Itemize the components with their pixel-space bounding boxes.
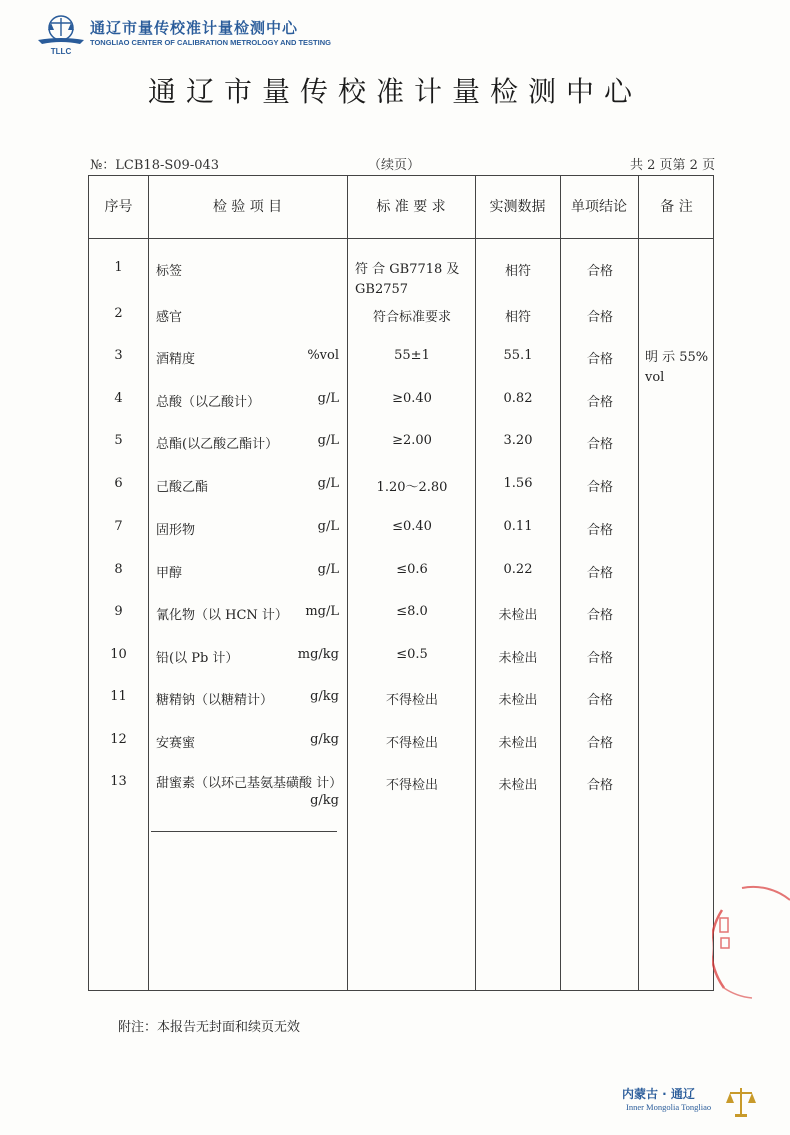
table-row bbox=[89, 348, 713, 388]
row-item: 甲醇 bbox=[156, 566, 183, 581]
row-item: 总酸（以乙酸计） bbox=[156, 395, 261, 410]
header-standard: 标 准 要 求 bbox=[376, 199, 446, 215]
row-conclusion: 合格 bbox=[586, 608, 613, 623]
table-row bbox=[89, 689, 713, 729]
row-conclusion: 合格 bbox=[586, 480, 613, 495]
table-row bbox=[89, 774, 713, 814]
row-standard: 不得检出 bbox=[385, 778, 438, 793]
row-measured: 相符 bbox=[504, 310, 531, 325]
row-conclusion: 合格 bbox=[586, 778, 613, 793]
row-measured: 相符 bbox=[504, 264, 531, 279]
row-measured: 未检出 bbox=[498, 693, 538, 708]
row-item: 甜蜜素（以环己基氨基磺酸 计） bbox=[156, 776, 343, 791]
row-number: 5 bbox=[114, 433, 123, 448]
table-row bbox=[89, 562, 713, 602]
row-standard: 不得检出 bbox=[385, 736, 438, 751]
logo-name-en: TONGLIAO CENTER OF CALIBRATION METROLOGY AND TESTING bbox=[90, 38, 331, 47]
table-row bbox=[89, 732, 713, 772]
row-standard: 符合标准要求 bbox=[372, 310, 451, 325]
row-conclusion: 合格 bbox=[586, 693, 613, 708]
row-unit: g/L bbox=[317, 562, 339, 577]
row-unit: mg/L bbox=[305, 604, 339, 619]
continuation-label: （续页） bbox=[368, 158, 421, 173]
row-item: 糖精钠（以糖精计） bbox=[156, 693, 274, 708]
header-conclusion: 单项结论 bbox=[571, 199, 627, 215]
row-conclusion: 合格 bbox=[586, 523, 613, 538]
row-number: 10 bbox=[110, 647, 127, 662]
table-row bbox=[89, 391, 713, 431]
row-number: 11 bbox=[110, 689, 127, 704]
table-row bbox=[89, 306, 713, 346]
row-number: 12 bbox=[110, 732, 127, 747]
row-conclusion: 合格 bbox=[586, 264, 613, 279]
row-unit: g/L bbox=[317, 519, 339, 534]
row-number: 13 bbox=[110, 774, 127, 789]
row-standard: 不得检出 bbox=[385, 693, 438, 708]
row-number: 4 bbox=[114, 391, 123, 406]
row-item: 酒精度 bbox=[156, 352, 196, 367]
row-item: 氰化物（以 HCN 计） bbox=[156, 608, 288, 623]
table-row bbox=[89, 519, 713, 559]
item-underline bbox=[151, 831, 337, 832]
row-unit: g/kg bbox=[310, 732, 339, 747]
tllc-logo-icon bbox=[36, 14, 86, 56]
bottom-logo bbox=[622, 1085, 772, 1121]
row-measured: 未检出 bbox=[498, 778, 538, 793]
header-remark: 备 注 bbox=[660, 199, 693, 215]
row-unit: g/L bbox=[317, 433, 339, 448]
row-standard: 55±1 bbox=[394, 348, 430, 363]
row-measured: 0.22 bbox=[503, 562, 533, 577]
row-number: 6 bbox=[114, 476, 123, 491]
row-item: 总酯(以乙酸乙酯计） bbox=[156, 437, 279, 452]
logo-abbr: TLLC bbox=[50, 47, 72, 56]
row-number: 1 bbox=[114, 260, 123, 275]
row-number: 3 bbox=[114, 348, 123, 363]
scale-icon bbox=[726, 1085, 756, 1119]
row-standard: 符 合 GB7718 及 GB2757 bbox=[355, 262, 460, 297]
row-number: 2 bbox=[114, 306, 123, 321]
row-item: 感官 bbox=[156, 310, 183, 325]
red-seal-stamp bbox=[712, 880, 790, 1000]
row-item: 标签 bbox=[156, 264, 183, 279]
row-unit: g/kg bbox=[310, 689, 339, 704]
page-info: 共 2 页第 2 页 bbox=[630, 158, 716, 173]
header-no: 序号 bbox=[104, 199, 133, 215]
row-unit: g/L bbox=[317, 476, 339, 491]
row-standard: ≤8.0 bbox=[396, 604, 428, 619]
results-table bbox=[88, 175, 714, 991]
row-conclusion: 合格 bbox=[586, 395, 613, 410]
row-conclusion: 合格 bbox=[586, 352, 613, 367]
table-row bbox=[89, 433, 713, 473]
row-conclusion: 合格 bbox=[586, 310, 613, 325]
bottom-logo-cn: 内蒙古 · 通辽 bbox=[622, 1087, 695, 1101]
row-measured: 未检出 bbox=[498, 651, 538, 666]
row-item: 铅(以 Pb 计） bbox=[156, 651, 239, 666]
row-measured: 0.82 bbox=[503, 391, 533, 406]
row-conclusion: 合格 bbox=[586, 566, 613, 581]
row-conclusion: 合格 bbox=[586, 651, 613, 666]
footnote: 附注：本报告无封面和续页无效 bbox=[118, 1020, 301, 1035]
row-measured: 55.1 bbox=[503, 348, 533, 363]
row-standard: ≤0.40 bbox=[392, 519, 432, 534]
logo-name-cn: 通辽市量传校准计量检测中心 bbox=[90, 19, 299, 37]
table-row bbox=[89, 647, 713, 687]
row-number: 9 bbox=[114, 604, 123, 619]
row-number: 8 bbox=[114, 562, 123, 577]
table-row bbox=[89, 260, 713, 300]
page-title: 通辽市量传校准计量检测中心 bbox=[147, 75, 642, 108]
row-standard: ≤0.5 bbox=[396, 647, 428, 662]
row-conclusion: 合格 bbox=[586, 437, 613, 452]
row-standard: 1.20～2.80 bbox=[376, 480, 448, 495]
row-measured: 未检出 bbox=[498, 736, 538, 751]
row-unit: %vol bbox=[307, 348, 339, 363]
row-measured: 1.56 bbox=[503, 476, 533, 491]
letterhead bbox=[36, 14, 356, 56]
bottom-logo-en: Inner Mongolia Tongliao bbox=[626, 1102, 712, 1112]
table-row bbox=[89, 476, 713, 516]
row-unit: g/kg bbox=[310, 793, 339, 808]
row-measured: 3.20 bbox=[503, 433, 533, 448]
header-measured: 实测数据 bbox=[489, 199, 546, 215]
row-unit: mg/kg bbox=[297, 647, 339, 662]
row-item: 己酸乙酯 bbox=[156, 480, 209, 495]
row-measured: 0.11 bbox=[503, 519, 533, 534]
row-remark: 明 示 55% vol bbox=[645, 350, 709, 385]
row-standard: ≤0.6 bbox=[396, 562, 428, 577]
header-item: 检 验 项 目 bbox=[212, 199, 283, 215]
row-standard: ≥0.40 bbox=[392, 391, 432, 406]
row-standard: ≥2.00 bbox=[392, 433, 432, 448]
row-item: 固形物 bbox=[156, 523, 196, 538]
table-row bbox=[89, 604, 713, 644]
row-measured: 未检出 bbox=[498, 608, 538, 623]
report-number: №：LCB18-S09-043 bbox=[90, 158, 220, 173]
row-unit: g/L bbox=[317, 391, 339, 406]
header-divider bbox=[89, 238, 713, 239]
row-conclusion: 合格 bbox=[586, 736, 613, 751]
row-item: 安赛蜜 bbox=[156, 736, 196, 751]
row-number: 7 bbox=[114, 519, 123, 534]
